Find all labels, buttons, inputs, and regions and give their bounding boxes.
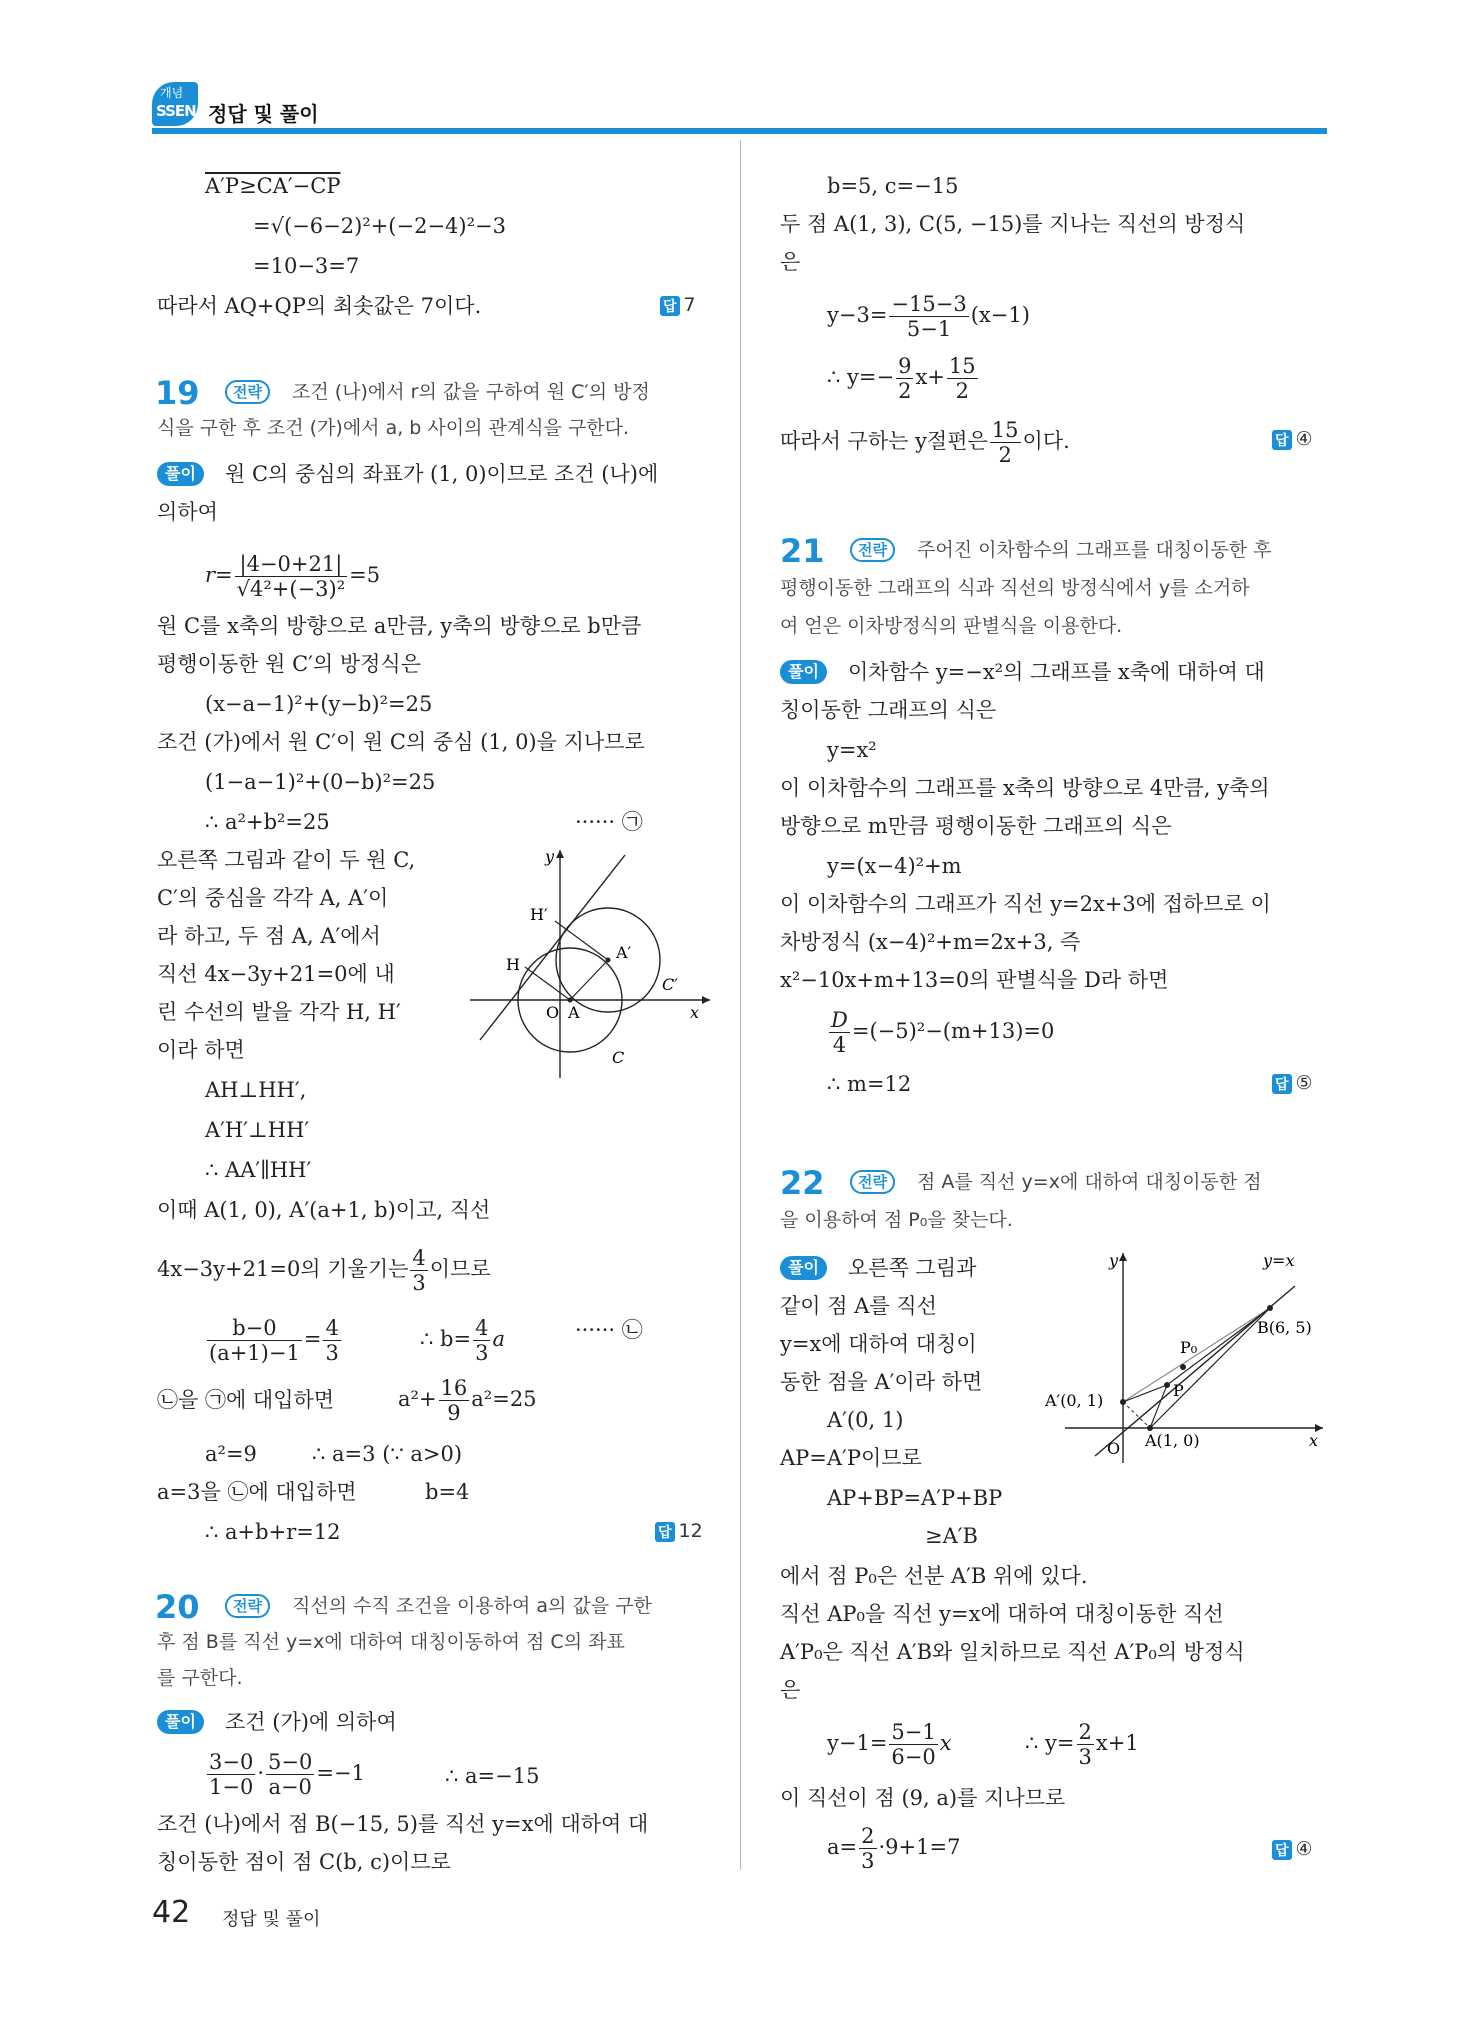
perpendicular-ah-prime <box>555 921 608 960</box>
label-x: x <box>690 1003 700 1022</box>
strategy-text: 여 얻은 이차방정식의 판별식을 이용한다. <box>780 615 1123 637</box>
y-axis-arrow <box>556 850 564 858</box>
perpendicular-ah <box>525 967 570 1000</box>
math-line: ∴ y= $\frac{2}{3}$ x+1 <box>1025 1720 1139 1769</box>
math-line: A′H′⊥HH′ <box>205 1118 310 1142</box>
label-a: A(1, 0) <box>1145 1431 1200 1450</box>
label-h-prime: H′ <box>530 905 548 924</box>
solution-label: 풀이 <box>157 462 204 486</box>
math-line: ∴ y=− $\frac{9}{2}$ x+ $\frac{15}{2}$ <box>827 354 976 403</box>
text-line: 은 <box>780 1678 801 1702</box>
math-line: ∴ a=3 (∵ a>0) <box>312 1442 463 1466</box>
math-line: b=4 <box>425 1480 470 1504</box>
text-line: 이 이차함수의 그래프를 x축의 방향으로 4만큼, y축의 <box>780 776 1270 800</box>
answer-mark: 답 ④ <box>1272 1838 1313 1860</box>
column-divider <box>740 140 741 1870</box>
label-c-prime: C′ <box>662 975 678 994</box>
text-line: C′의 중심을 각각 A, A′이 <box>157 886 389 910</box>
label-a: A <box>568 1003 580 1022</box>
strategy-tag: 전략 <box>850 1170 895 1194</box>
text-line: 칭이동한 점이 점 C(b, c)이므로 <box>157 1850 451 1874</box>
point-p <box>1164 1382 1170 1388</box>
strategy-text: 를 구한다. <box>157 1667 243 1689</box>
label-x: x <box>1309 1431 1319 1450</box>
text-line: 직선 AP₀을 직선 y=x에 대하여 대칭이동한 직선 <box>780 1602 1224 1626</box>
text-line: 직선 4x−3y+21=0에 내 <box>157 962 395 986</box>
math-line: (1−a−1)²+(0−b)²=25 <box>205 770 436 794</box>
text-line: 의하여 <box>157 500 218 524</box>
problem-number: 21 <box>780 532 825 570</box>
math-line: y−1= $\frac{5-1}{6-0}$ x <box>827 1720 952 1769</box>
answer-mark: 답 7 <box>660 294 696 316</box>
text-line: 조건 (가)에 의하여 <box>225 1710 397 1734</box>
point-a-prime <box>606 958 611 963</box>
page-number: 42 <box>152 1895 191 1930</box>
text-line: 칭이동한 그래프의 식은 <box>780 698 997 722</box>
problem-number: 22 <box>780 1164 825 1202</box>
text-line: ㉡을 ㉠에 대입하면 <box>157 1388 335 1412</box>
math-line: =√(−6−2)²+(−2−4)²−3 <box>253 214 506 238</box>
problem-number: 20 <box>155 1588 200 1626</box>
strategy-text: 점 A를 직선 y=x에 대하여 대칭이동한 점 <box>917 1171 1262 1193</box>
two-circles-figure <box>470 850 720 1080</box>
equation-tag: ······ ㉡ <box>575 1318 643 1342</box>
math-line: AP+BP=A′P+BP <box>827 1486 1003 1510</box>
strategy-text: 을 이용하여 점 P₀을 찾는다. <box>780 1209 1013 1231</box>
strategy-text: 직선의 수직 조건을 이용하여 a의 값을 구한 <box>292 1595 652 1617</box>
math-line: $\frac{b-0}{(a+1)-1}$ = $\frac{4}{3}$ <box>209 1316 339 1365</box>
math-line: ∴ a+b+r=12 <box>205 1520 341 1544</box>
text-line: 린 수선의 발을 각각 H, H′ <box>157 1000 401 1024</box>
label-a-prime: A′(0, 1) <box>1045 1391 1104 1410</box>
text-line: 에서 점 P₀은 선분 A′B 위에 있다. <box>780 1564 1088 1588</box>
text-line: 이차함수 y=−x²의 그래프를 x축에 대하여 대 <box>848 660 1265 684</box>
label-c: C <box>612 1048 625 1067</box>
math-line: =10−3=7 <box>253 254 360 278</box>
strategy-text: 후 점 B를 직선 y=x에 대하여 대칭이동하여 점 C의 좌표 <box>157 1631 625 1653</box>
text-line: 따라서 AQ+QP의 최솟값은 7이다. <box>157 294 482 318</box>
math-line: y=(x−4)²+m <box>827 854 962 878</box>
math-line: (x−a−1)²+(y−b)²=25 <box>205 692 433 716</box>
math-line: A′(0, 1) <box>827 1408 904 1432</box>
text-line: 차방정식 (x−4)²+m=2x+3, 즉 <box>780 930 1081 954</box>
solution-label: 풀이 <box>780 660 827 684</box>
text-line: 조건 (나)에서 점 B(−15, 5)를 직선 y=x에 대하여 대 <box>157 1812 649 1836</box>
ssen-logo <box>152 82 198 126</box>
header-rule <box>152 128 1327 134</box>
strategy-text: 주어진 이차함수의 그래프를 대칭이동한 후 <box>917 539 1272 561</box>
text-line: 방향으로 m만큼 평행이동한 그래프의 식은 <box>780 814 1172 838</box>
math-line: ∴ AA′∥HH′ <box>205 1158 312 1182</box>
label-y: y <box>545 850 555 866</box>
text-line: 같이 점 A를 직선 <box>780 1294 937 1318</box>
header-title: 정답 및 풀이 <box>208 102 319 126</box>
reflection-figure <box>1045 1248 1330 1463</box>
segment-aa-prime <box>1123 1402 1150 1428</box>
text-line: 오른쪽 그림과 <box>848 1256 977 1280</box>
text-line: 두 점 A(1, 3), C(5, −15)를 지나는 직선의 방정식 <box>780 212 1246 236</box>
math-line: ∴ m=12 <box>827 1072 912 1096</box>
text-line: 4x−3y+21=0의 기울기는 $\frac{4}{3}$ 이므로 <box>157 1246 491 1295</box>
x-axis-arrow <box>702 996 710 1004</box>
label-origin: O <box>546 1003 560 1022</box>
math-line: ∴ a=−15 <box>445 1764 540 1788</box>
text-line: 이라 하면 <box>157 1038 245 1062</box>
text-line: 동한 점을 A′이라 하면 <box>780 1370 983 1394</box>
math-line: A′P≥CA′−CP <box>205 174 341 198</box>
label-h: H <box>506 955 520 974</box>
solution-label: 풀이 <box>780 1256 827 1280</box>
text-line: 원 C의 중심의 좌표가 (1, 0)이므로 조건 (나)에 <box>225 462 659 486</box>
strategy-text: 조건 (나)에서 r의 값을 구하여 원 C′의 방정 <box>292 381 650 403</box>
text-line: a=3을 ㉡에 대입하면 <box>157 1480 357 1504</box>
logo-bottom-text: SSEN <box>156 102 196 120</box>
text-line: A′P₀은 직선 A′B와 일치하므로 직선 A′P₀의 방정식 <box>780 1640 1245 1664</box>
label-y: y <box>1109 1251 1119 1270</box>
math-line: y=x² <box>827 738 877 762</box>
math-line: a= $\frac{2}{3}$ ·9+1=7 <box>827 1824 961 1873</box>
math-line: r= $\frac{|4-0+21|}{\text{√4²+(−3)²}}$ =5 <box>205 552 381 601</box>
strategy-text: 평행이동한 그래프의 식과 직선의 방정식에서 y를 소거하 <box>780 577 1250 599</box>
strategy-tag: 전략 <box>225 380 270 404</box>
label-a-prime: A′ <box>616 943 632 962</box>
problem-number: 19 <box>155 374 200 412</box>
label-p0: P₀ <box>1180 1338 1198 1357</box>
equation-tag: ······ ㉠ <box>575 810 643 834</box>
answer-mark: 답 12 <box>655 1520 703 1542</box>
footer-title: 정답 및 풀이 <box>222 1909 321 1930</box>
math-line: a²=9 <box>205 1442 257 1466</box>
math-line: ∴ a²+b²=25 <box>205 810 330 834</box>
segment-aa <box>570 960 608 1000</box>
point-b <box>1267 1305 1273 1311</box>
label-b: B(6, 5) <box>1257 1318 1312 1337</box>
math-line: y−3= $\frac{-15-3}{5-1}$ (x−1) <box>827 292 1030 341</box>
math-line: $\frac{D}{4}$ =(−5)²−(m+13)=0 <box>831 1008 1055 1057</box>
math-line: ≥A′B <box>925 1524 978 1548</box>
logo-top-text: 개념 <box>160 86 184 100</box>
strategy-tag: 전략 <box>850 538 895 562</box>
answer-mark: 답 ④ <box>1272 428 1313 450</box>
point-a-prime <box>1120 1399 1126 1405</box>
math-line: a²+ $\frac{16}{9}$ a²=25 <box>398 1376 537 1425</box>
text-line: 따라서 구하는 y절편은 $\frac{15}{2}$ 이다. <box>780 418 1070 467</box>
text-line: 이때 A(1, 0), A′(a+1, b)이고, 직선 <box>157 1198 491 1222</box>
solution-label: 풀이 <box>157 1710 204 1734</box>
answer-mark: 답 ⑤ <box>1272 1072 1313 1094</box>
label-origin: O <box>1107 1439 1121 1458</box>
strategy-tag: 전략 <box>225 1594 270 1618</box>
strategy-text: 식을 구한 후 조건 (가)에서 a, b 사이의 관계식을 구한다. <box>157 417 630 439</box>
y-axis-arrow <box>1119 1253 1127 1261</box>
math-line: $\frac{3-0}{1-0}$ · $\frac{5-0}{a-0}$ =−1 <box>209 1750 365 1799</box>
point-p0 <box>1180 1364 1186 1370</box>
text-line: 평행이동한 원 C′의 방정식은 <box>157 652 422 676</box>
label-p: P <box>1173 1381 1184 1400</box>
text-line: y=x에 대하여 대칭이 <box>780 1332 977 1356</box>
text-line: 이 이차함수의 그래프가 직선 y=2x+3에 접하므로 이 <box>780 892 1271 916</box>
text-line: x²−10x+m+13=0의 판별식을 D라 하면 <box>780 968 1169 992</box>
text-line: 은 <box>780 250 801 274</box>
math-line: ∴ b= $\frac{4}{3}$ a <box>420 1316 505 1365</box>
math-line: b=5, c=−15 <box>827 174 959 198</box>
text-line: 원 C를 x축의 방향으로 a만큼, y축의 방향으로 b만큼 <box>157 614 642 638</box>
text-line: 오른쪽 그림과 같이 두 원 C, <box>157 848 416 872</box>
label-y-equals-x: y=x <box>1263 1251 1295 1270</box>
segment-ap0 <box>1150 1308 1270 1428</box>
text-line: 라 하고, 두 점 A, A′에서 <box>157 924 381 948</box>
text-line: 이 직선이 점 (9, a)를 지나므로 <box>780 1786 1066 1810</box>
point-a <box>568 998 573 1003</box>
text-line: AP=A′P이므로 <box>780 1446 922 1470</box>
math-line: AH⊥HH′, <box>205 1078 307 1102</box>
text-line: 조건 (가)에서 원 C′이 원 C의 중심 (1, 0)을 지나므로 <box>157 730 645 754</box>
